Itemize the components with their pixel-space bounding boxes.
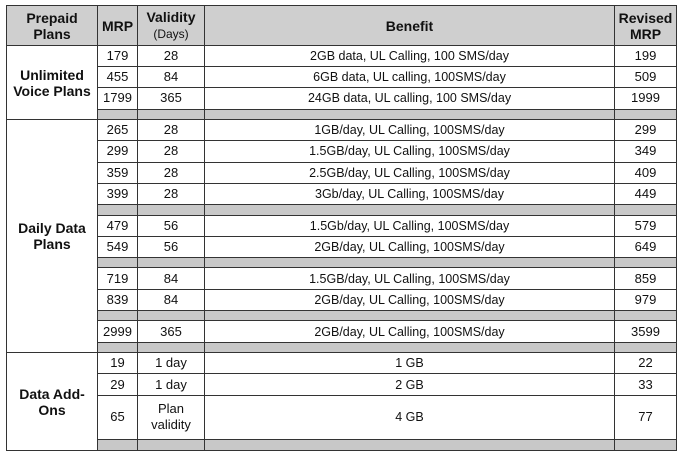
plan-row [7,353,677,374]
revised-mrp-cell: 649 [615,236,677,257]
separator-cell [98,204,138,215]
separator-row [7,342,677,353]
separator-cell [98,257,138,268]
plan-row [7,215,677,236]
separator-cell [615,342,677,353]
validity-cell: 365 [138,321,205,342]
section-name: Unlimited Voice Plans [7,46,98,120]
plan-row [7,236,677,257]
revised-mrp-cell: 199 [615,46,677,67]
benefit-cell: 2.5GB/day, UL Calling, 100SMS/day [205,162,615,183]
separator-cell [138,440,205,451]
benefit-cell: 1GB/day, UL Calling, 100SMS/day [205,120,615,141]
mrp-cell: 19 [98,353,138,374]
validity-cell: 28 [138,141,205,162]
benefit-cell: 1 GB [205,353,615,374]
revised-mrp-cell: 22 [615,353,677,374]
section-name: Data Add-Ons [7,353,98,451]
revised-mrp-cell: 979 [615,289,677,310]
separator-cell [205,257,615,268]
validity-cell: 1 day [138,353,205,374]
revised-mrp-cell: 409 [615,162,677,183]
header-mrp: MRP [98,6,138,46]
separator-cell [615,109,677,120]
validity-cell: 84 [138,67,205,88]
revised-mrp-cell: 349 [615,141,677,162]
validity-cell: 28 [138,162,205,183]
separator-cell [138,257,205,268]
mrp-cell: 65 [98,395,138,440]
mrp-cell: 265 [98,120,138,141]
header-validity [138,6,205,46]
separator-cell [98,342,138,353]
separator-cell [138,204,205,215]
benefit-cell: 1.5Gb/day, UL Calling, 100SMS/day [205,215,615,236]
separator-cell [615,310,677,321]
separator-cell [205,109,615,120]
header-benefit: Benefit [205,6,615,46]
separator-cell [615,440,677,451]
revised-mrp-cell: 1999 [615,88,677,109]
separator-row [7,310,677,321]
revised-mrp-cell: 3599 [615,321,677,342]
separator-row [7,109,677,120]
separator-cell [205,440,615,451]
header-validity-label: Validity [146,9,196,25]
validity-cell: 28 [138,120,205,141]
section-name: Daily Data Plans [7,120,98,353]
mrp-cell: 479 [98,215,138,236]
separator-cell [205,310,615,321]
plan-row [7,268,677,289]
validity-cell: 28 [138,46,205,67]
separator-row [7,257,677,268]
benefit-cell: 2GB/day, UL Calling, 100SMS/day [205,321,615,342]
mrp-cell: 839 [98,289,138,310]
plan-row [7,120,677,141]
separator-cell [615,204,677,215]
separator-cell [138,310,205,321]
validity-cell: 1 day [138,374,205,395]
plan-row [7,395,677,440]
benefit-cell: 3Gb/day, UL Calling, 100SMS/day [205,183,615,204]
revised-mrp-cell: 509 [615,67,677,88]
mrp-cell: 179 [98,46,138,67]
separator-cell [205,204,615,215]
benefit-cell: 2 GB [205,374,615,395]
separator-cell [98,109,138,120]
plan-row [7,289,677,310]
mrp-cell: 719 [98,268,138,289]
plan-row [7,46,677,67]
separator-row [7,204,677,215]
separator-cell [615,257,677,268]
validity-cell: 28 [138,183,205,204]
plan-row [7,374,677,395]
validity-cell: 56 [138,236,205,257]
benefit-cell: 4 GB [205,395,615,440]
plan-table [6,5,677,451]
revised-mrp-cell: 77 [615,395,677,440]
validity-cell: 365 [138,88,205,109]
plan-body [7,46,677,451]
benefit-cell: 1.5GB/day, UL Calling, 100SMS/day [205,268,615,289]
benefit-cell: 2GB/day, UL Calling, 100SMS/day [205,236,615,257]
separator-cell [98,310,138,321]
benefit-cell: 2GB data, UL Calling, 100 SMS/day [205,46,615,67]
plan-row [7,183,677,204]
header-prepaid-plans: Prepaid Plans [7,6,98,46]
validity-cell: 84 [138,289,205,310]
validity-cell: 84 [138,268,205,289]
revised-mrp-cell: 859 [615,268,677,289]
plan-row [7,88,677,109]
mrp-cell: 29 [98,374,138,395]
revised-mrp-cell: 579 [615,215,677,236]
mrp-cell: 399 [98,183,138,204]
revised-mrp-cell: 33 [615,374,677,395]
separator-row [7,440,677,451]
validity-cell: Plan validity [138,395,205,440]
mrp-cell: 299 [98,141,138,162]
separator-cell [98,440,138,451]
header-row [7,6,677,46]
revised-mrp-cell: 449 [615,183,677,204]
benefit-cell: 24GB data, UL calling, 100 SMS/day [205,88,615,109]
plan-row [7,67,677,88]
benefit-cell: 1.5GB/day, UL Calling, 100SMS/day [205,141,615,162]
mrp-cell: 1799 [98,88,138,109]
mrp-cell: 549 [98,236,138,257]
plan-row [7,321,677,342]
plan-row [7,162,677,183]
header-revised-mrp: Revised MRP [615,6,677,46]
mrp-cell: 2999 [98,321,138,342]
separator-cell [205,342,615,353]
mrp-cell: 359 [98,162,138,183]
header-validity-unit: (Days) [153,27,189,41]
plan-row [7,141,677,162]
benefit-cell: 2GB/day, UL Calling, 100SMS/day [205,289,615,310]
validity-cell: 56 [138,215,205,236]
revised-mrp-cell: 299 [615,120,677,141]
benefit-cell: 6GB data, UL calling, 100SMS/day [205,67,615,88]
separator-cell [138,109,205,120]
separator-cell [138,342,205,353]
mrp-cell: 455 [98,67,138,88]
